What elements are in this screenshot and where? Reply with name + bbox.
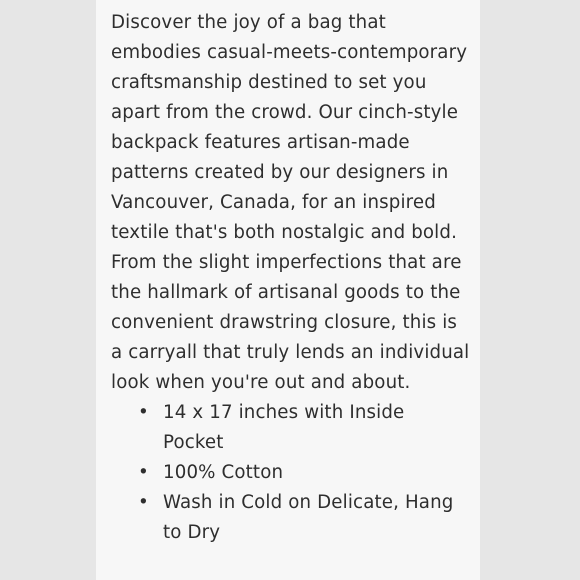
feature-list — [111, 398, 480, 548]
feature-text: 14 x 17 inches with Inside Pocket — [163, 402, 405, 453]
product-description-panel — [96, 0, 480, 580]
bullet-icon: • — [138, 402, 149, 423]
feature-text: Wash in Cold on Delicate, Hang to Dry — [163, 492, 454, 543]
feature-item — [111, 488, 463, 548]
bullet-icon: • — [138, 492, 149, 513]
bullet-icon: • — [138, 462, 149, 483]
feature-item — [111, 458, 463, 488]
product-description-text: Discover the joy of a bag that embodies casual-meets-contemporary craftsmanship destined to set you apart from the crowd. Our cinch-style backpack features artisan-made patterns created by our designers in Vancouver, Canada, for an inspired textile that's both nostalgic and bold. From the slight imperfections that are the hallmark of artisanal goods to the convenient drawstring closure, this is a carryall that truly lends an individual look when you're out and about. — [111, 12, 470, 393]
feature-item — [111, 398, 463, 458]
feature-text: 100% Cotton — [163, 462, 284, 483]
